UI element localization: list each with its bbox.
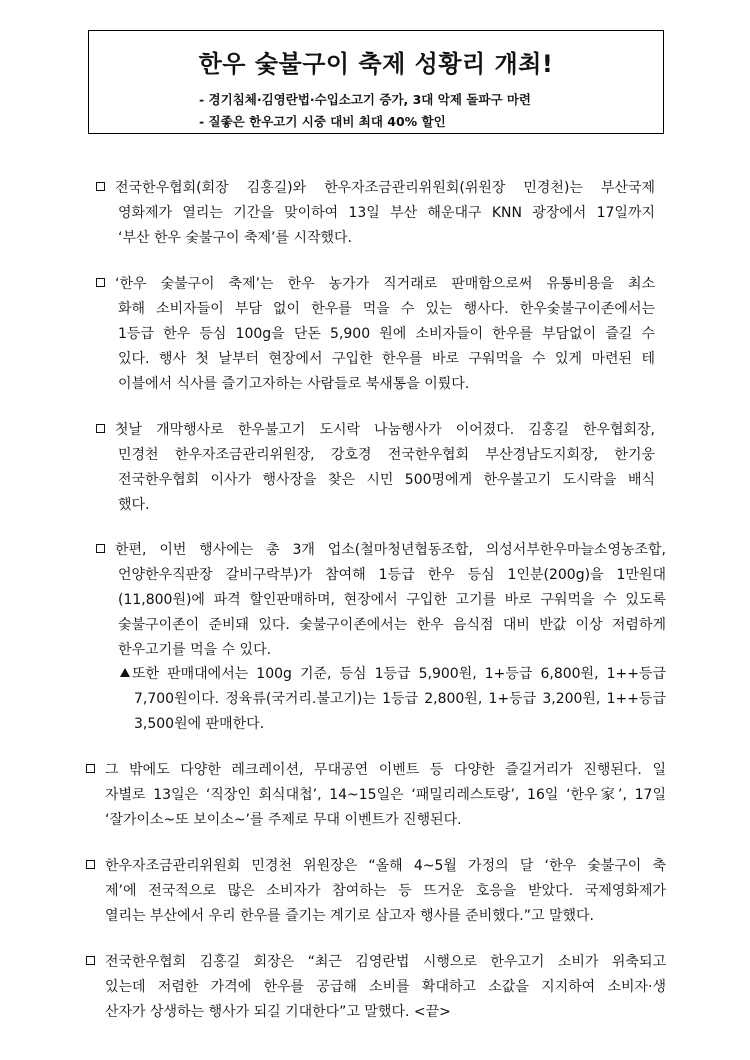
paragraph-2-line-3: 1등급 한우 등심 100g을 단돈 5,900 원에 소비자들이 한우를 부담없이 즐길 수 — [118, 326, 655, 342]
checkbox-bullet-icon — [86, 956, 95, 965]
paragraph-1-line-2: 영화제가 열리는 기간을 맞이하여 13일 부산 해운대구 KNN 광장에서 17일까지 — [118, 205, 655, 221]
checkbox-bullet-icon — [96, 182, 105, 191]
checkbox-bullet-icon — [96, 544, 105, 553]
subtitle-1: - 경기침체·김영란법·수입소고기 증가, 3대 악제 돌파구 마련 — [199, 92, 531, 107]
paragraph-6-line-2: 제’에 전국적으로 많은 소비자가 참여하는 등 뜨거운 호응을 받았다. 국제영화제가 — [105, 883, 666, 899]
checkbox-bullet-icon — [96, 424, 105, 433]
paragraph-6-line-1: 한우자조금관리위원회 민경천 위원장은 “올해 4~5월 가정의 달 ‘한우 숯불구이 축 — [86, 857, 666, 875]
paragraph-3-line-1: 첫날 개막행사로 한우불고기 도시락 나눔행사가 이어졌다. 김홍길 한우협회장, — [96, 421, 655, 439]
document-title: 한우 숯불구이 축제 성황리 개최! — [198, 50, 554, 78]
paragraph-1-line-3: ‘부산 한우 숯불구이 축제’를 시작했다. — [118, 230, 353, 246]
paragraph-3-line-3: 전국한우협회 이사가 행사장을 찾은 시민 500명에게 한우불고기 도시락을 배식 — [118, 472, 655, 488]
paragraph-3-line-4: 했다. — [118, 497, 150, 513]
paragraph-3-line-2: 민경천 한우자조금관리위원장, 강호경 전국한우협회 부산경남도지회장, 한기웅 — [118, 447, 655, 463]
checkbox-bullet-icon — [86, 764, 95, 773]
paragraph-7-line-2: 있는데 저렴한 가격에 한우를 공급해 소비를 확대하고 소값을 지지하여 소비자·생 — [105, 979, 666, 995]
paragraph-4-line-1: 한편, 이번 행사에는 총 3개 업소(철마청년협동조합, 의성서부한우마늘소영농조합, — [96, 541, 666, 559]
checkbox-bullet-icon — [86, 860, 95, 869]
paragraph-7-line-1: 전국한우협회 김홍길 회장은 “최근 김영란법 시행으로 한우고기 소비가 위축되고 — [86, 953, 666, 971]
triangle-bullet-icon — [120, 668, 130, 677]
paragraph-4-note-line-3: 3,500원에 판매한다. — [134, 716, 265, 732]
paragraph-4-line-2: 언양한우직판장 갈비구락부)가 참여해 1등급 한우 등심 1인분(200g)을 1만원대 — [118, 567, 666, 583]
paragraph-4-note-line-2: 7,700원이다. 정육류(국거리.불고기)는 1등급 2,800원, 1+등급 3,200원, 1++등급 — [134, 691, 666, 707]
paragraph-4-line-3: (11,800원)에 파격 할인판매하며, 현장에서 구입한 고기를 바로 구워먹을 수 있도록 — [118, 592, 666, 608]
title-box — [88, 30, 664, 134]
paragraph-6-line-3: 열리는 부산에서 우리 한우를 즐기는 계기로 삼고자 행사를 준비했다.”고 말했다. — [105, 908, 594, 924]
subtitle-2: - 질좋은 한우고기 시중 대비 최대 40% 할인 — [199, 114, 446, 129]
checkbox-bullet-icon — [96, 278, 105, 287]
paragraph-1-line-1: 전국한우협회(회장 김홍길)와 한우자조금관리위원회(위원장 민경천)는 부산국제 — [96, 179, 655, 197]
paragraph-2-line-5: 이블에서 식사를 즐기고자하는 사람들로 북새통을 이뤘다. — [118, 376, 470, 392]
paragraph-2-line-4: 있다. 행사 첫 날부터 현장에서 구입한 한우를 바로 구워먹을 수 있게 마련된 테 — [118, 351, 655, 367]
paragraph-4-line-4: 숯불구이존이 준비돼 있다. 숯불구이존에서는 한우 음식점 대비 반값 이상 저렴하게 — [118, 617, 666, 633]
paragraph-5-line-2: 자별로 13일은 ‘직장인 회식대첩’, 14~15일은 ‘패밀리레스토랑’, 16일 ‘한우家’, 17일 — [105, 787, 666, 803]
paragraph-4-note-line-1: 또한 판매대에서는 100g 기준, 등심 1등급 5,900원, 1+등급 6,800원, 1++등급 — [120, 665, 666, 683]
paragraph-5-line-3: ‘잘가이소~또 보이소~’를 주제로 무대 이벤트가 진행된다. — [105, 812, 462, 828]
paragraph-2-line-1: ‘한우 숯불구이 축제’는 한우 농가가 직거래로 판매함으로써 유통비용을 최소 — [96, 275, 655, 293]
paragraph-7-line-3: 산자가 상생하는 행사가 되길 기대한다”고 말했다. <끝> — [105, 1004, 451, 1020]
paragraph-5-line-1: 그 밖에도 다양한 레크레이션, 무대공연 이벤트 등 다양한 즐길거리가 진행된다. 일 — [86, 761, 666, 779]
paragraph-4-line-5: 한우고기를 먹을 수 있다. — [118, 642, 272, 658]
paragraph-2-line-2: 화해 소비자들이 부담 없이 한우를 먹을 수 있는 행사다. 한우숯불구이존에서는 — [118, 301, 655, 317]
